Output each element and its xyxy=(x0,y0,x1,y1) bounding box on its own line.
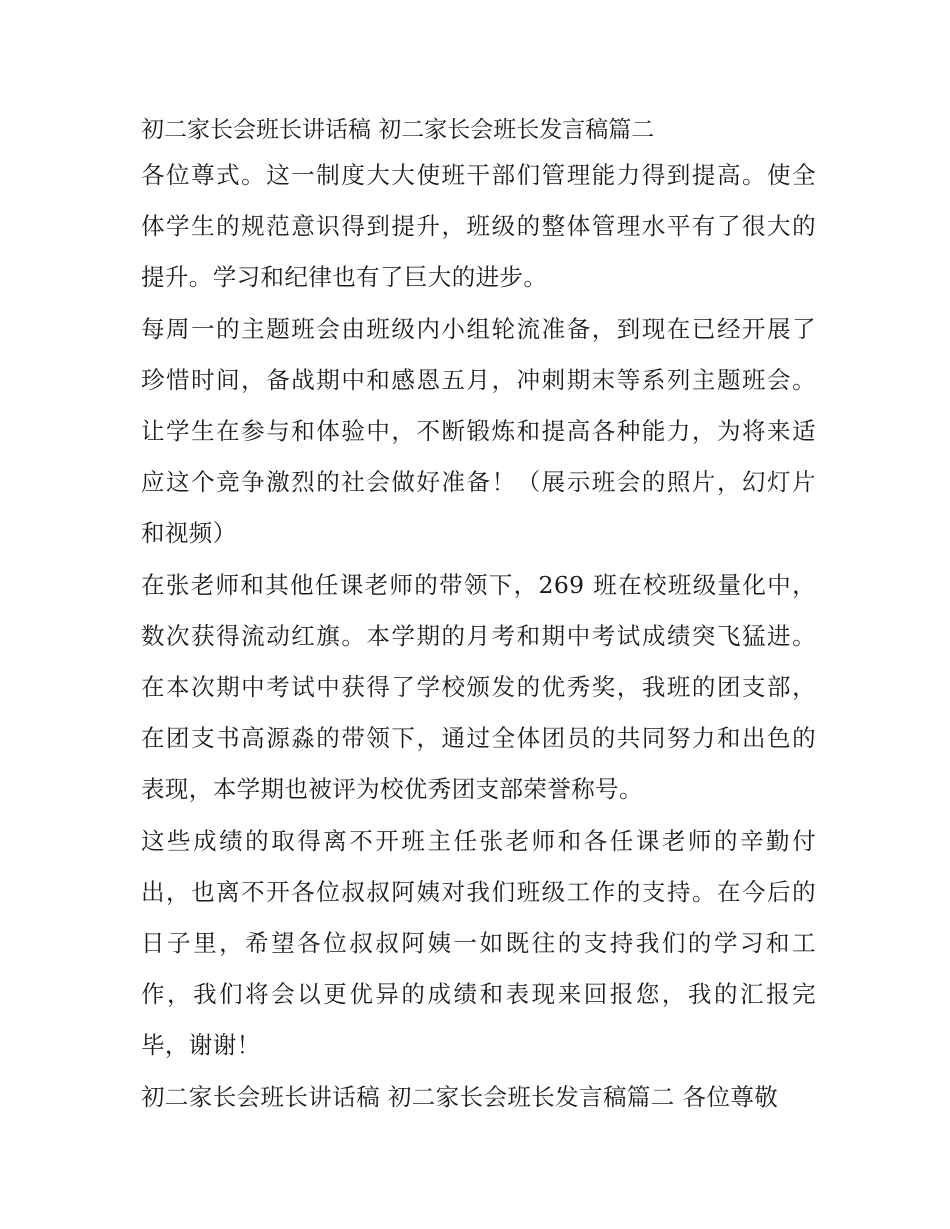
paragraph-line: 毕，谢谢！ xyxy=(141,1031,261,1060)
paragraph-line: 初二家长会班长讲话稿 初二家长会班长发言稿篇二 各位尊敬 xyxy=(141,1082,779,1111)
paragraph-line: 这些成绩的取得离不开班主任张老师和各任课老师的辛勤付 xyxy=(141,826,816,855)
paragraph-line: 和视频） xyxy=(141,519,237,548)
paragraph-3 xyxy=(141,560,816,816)
paragraph-line: 日子里，希望各位叔叔阿姨一如既往的支持我们的学习和工 xyxy=(141,929,816,958)
paragraph-line: 表现，本学期也被评为校优秀团支部荣誉称号。 xyxy=(141,775,643,804)
paragraph-line: 在本次期中考试中获得了学校颁发的优秀奖，我班的团支部， xyxy=(141,673,816,702)
paragraph-line: 在张老师和其他任课老师的带领下，269 班在校班级量化中， xyxy=(141,570,816,599)
paragraph-line: 体学生的规范意识得到提升，班级的整体管理水平有了很大的 xyxy=(141,212,816,241)
document-title: 初二家长会班长讲话稿 初二家长会班长发言稿篇二 xyxy=(141,117,655,143)
paragraph-line: 在团支书高源淼的带领下，通过全体团员的共同努力和出色的 xyxy=(141,724,816,753)
paragraph-2 xyxy=(141,304,816,560)
paragraph-line: 提升。学习和纪律也有了巨大的进步。 xyxy=(141,263,548,292)
paragraph-1 xyxy=(141,150,816,304)
paragraph-line: 让学生在参与和体验中，不断锻炼和提高各种能力，为将来适 xyxy=(141,417,816,446)
paragraph-line: 作，我们将会以更优异的成绩和表现来回报您，我的汇报完 xyxy=(141,980,816,1009)
paragraph-line: 出，也离不开各位叔叔阿姨对我们班级工作的支持。在今后的 xyxy=(141,877,816,906)
paragraph-4 xyxy=(141,816,816,1072)
document-body xyxy=(141,110,816,1123)
paragraph-5 xyxy=(141,1072,816,1123)
paragraph-line: 各位尊式。这一制度大大使班干部们管理能力得到提高。使全 xyxy=(141,161,816,189)
paragraph-line: 珍惜时间，备战期中和感恩五月，冲刺期末等系列主题班会。 xyxy=(141,365,816,394)
paragraph-line: 每周一的主题班会由班级内小组轮流准备，到现在已经开展了 xyxy=(141,314,816,343)
paragraph-line: 应这个竞争激烈的社会做好准备！（展示班会的照片，幻灯片 xyxy=(141,468,816,497)
paragraph-line: 数次获得流动红旗。本学期的月考和期中考试成绩突飞猛进。 xyxy=(141,621,816,650)
